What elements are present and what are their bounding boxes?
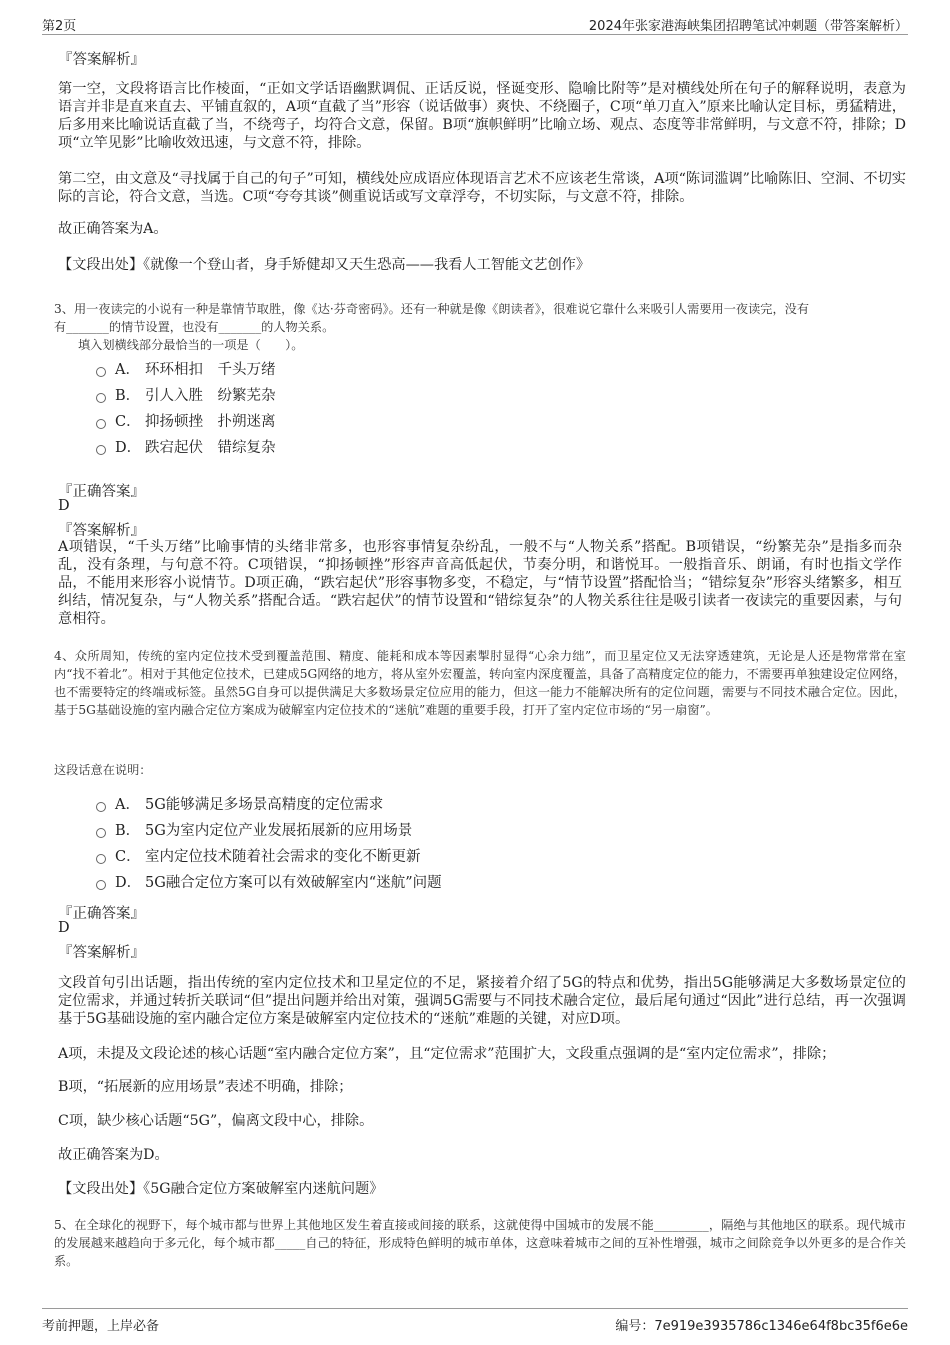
q3-explanation-label: 『答案解析』: [58, 523, 145, 539]
page-footer: [42, 1308, 908, 1339]
q2-conclusion: 故正确答案为A。: [58, 221, 168, 237]
option-letter: B．: [115, 823, 141, 839]
option-letter: C．: [115, 414, 141, 430]
q4-answer-label: 『正确答案』: [58, 906, 145, 922]
option-letter: D．: [115, 875, 142, 891]
q2-explanation-para2: 第二空，由文意及“寻找属于自己的句子”可知，横线处应成语应体现语言艺术不应该老生常谈，A项“陈词滥调”比喻陈旧、空洞、不切实际的言论，符合文意，当选。C项“夸夸其谈”侧重说话或写文章浮夸，不切实际，与文意不符，排除。: [58, 171, 906, 205]
document-title: 2024年张家港海峡集团招聘笔试冲刺题（带答案解析）: [588, 19, 908, 34]
option-text: 室内定位技术随着社会需求的变化不断更新: [145, 849, 421, 865]
radio-icon[interactable]: [96, 854, 106, 864]
q4-explanation-para2: A项，未提及文段论述的核心话题“室内融合定位方案”，且“定位需求”范围扩大，文段重点强调的是“室内定位需求”，排除；: [58, 1046, 836, 1062]
code-value: 7e919e3935786c1346e64f8bc35f6e6e: [654, 1319, 908, 1334]
radio-icon[interactable]: [96, 393, 106, 403]
q3-option-c[interactable]: [96, 413, 276, 431]
page-header: [42, 14, 908, 35]
radio-icon[interactable]: [96, 802, 106, 812]
radio-icon[interactable]: [96, 367, 106, 377]
option-text: 5G融合定位方案可以有效破解室内“迷航”问题: [145, 875, 442, 891]
option-text: 5G为室内定位产业发展拓展新的应用场景: [145, 823, 413, 839]
document-code: [615, 1315, 908, 1334]
q4-option-a[interactable]: [96, 796, 383, 814]
option-text: 环环相扣 千头万绪: [145, 362, 276, 378]
q3-answer-label: 『正确答案』: [58, 484, 145, 500]
option-letter: D．: [115, 440, 142, 456]
footer-slogan: 考前押题，上岸必备: [42, 1319, 160, 1334]
option-text: 引人入胜 纷繁芜杂: [145, 388, 276, 404]
q2-explanation-label: 『答案解析』: [58, 52, 145, 68]
q3-option-b[interactable]: [96, 387, 276, 405]
option-letter: B．: [115, 388, 141, 404]
option-letter: A．: [115, 362, 140, 378]
q5-stem: 5、在全球化的视野下，每个城市都与世界上其他地区发生着直接或间接的联系，这就使得中国城市的发展不能_________，隔绝与其他地区的联系。现代城市的发展越来越趋向于多元化，每个城市都_____自己的特征，形成特色鲜明的城市单体，这意味着城市之间的互补性增强，城市之间除竞争以外更多的是合作关系。: [54, 1218, 906, 1268]
option-text: 跌宕起伏 错综复杂: [145, 440, 276, 456]
q2-source: 【文段出处】《就像一个登山者，身手矫健却又天生恐高——我看人工智能文艺创作》: [58, 257, 591, 273]
q3-stem-line2: 有_______的情节设置，也没有_______的人物关系。: [54, 320, 335, 334]
code-label: 编号：: [615, 1319, 655, 1334]
q3-stem: [54, 300, 906, 354]
q3-option-d[interactable]: [96, 439, 276, 457]
option-letter: A．: [115, 797, 140, 813]
q3-answer: D: [58, 498, 70, 514]
q4-explanation-para1: 文段首句引出话题，指出传统的室内定位技术和卫星定位的不足，紧接着介绍了5G的特点和优势，指出5G能够满足大多数场景定位的定位需求，并通过转折关联词“但”提出问题并给出对策，强调5G需要与不同技术融合定位，最后尾句通过“因此”进行总结，再一次强调基于5G基础设施的室内融合定位方案是破解室内定位技术的“迷航”难题的关键，对应D项。: [58, 975, 906, 1027]
page-number: 第2页: [42, 19, 77, 34]
q4-explanation-label: 『答案解析』: [58, 945, 145, 961]
option-text: 抑扬顿挫 扑朔迷离: [145, 414, 276, 430]
q3-prompt: 填入划横线部分最恰当的一项是（ ）。: [78, 338, 304, 352]
q4-conclusion: 故正确答案为D。: [58, 1147, 169, 1163]
q3-stem-line1: 3、用一夜读完的小说有一种是靠情节取胜，像《达·芬奇密码》。还有一种就是像《朗读者》，很难说它靠什么来吸引人需要用一夜读完，没有: [54, 302, 810, 316]
option-text: 5G能够满足多场景高精度的定位需求: [145, 797, 384, 813]
q4-source: 【文段出处】《5G融合定位方案破解室内迷航问题》: [58, 1181, 384, 1197]
radio-icon[interactable]: [96, 880, 106, 890]
q4-explanation-para4: C项，缺少核心话题“5G”，偏离文段中心，排除。: [58, 1113, 374, 1129]
q4-option-d[interactable]: [96, 874, 442, 892]
q4-prompt: 这段话意在说明：: [54, 763, 152, 777]
q3-option-a[interactable]: [96, 361, 276, 379]
q2-explanation-para1: 第一空，文段将语言比作棱面，“正如文学话语幽默调侃、正话反说，怪诞变形、隐喻比附等”是对横线处所在句子的解释说明，表意为语言并非是直来直去、平铺直叙的，A项“直截了当”形容（说话做事）爽快、不绕圈子，C项“单刀直入”原来比喻认定目标，勇猛精进，后多用来比喻说话直截了当，不绕弯子，均符合文意，保留。B项“旗帜鲜明”比喻立场、观点、态度等非常鲜明，与文意不符，排除；D项“立竿见影”比喻收效迅速，与文意不符，排除。: [58, 81, 906, 151]
q4-explanation-para3: B项，“拓展新的应用场景”表述不明确，排除；: [58, 1079, 353, 1095]
q4-option-b[interactable]: [96, 822, 412, 840]
radio-icon[interactable]: [96, 419, 106, 429]
option-letter: C．: [115, 849, 141, 865]
q3-explanation: A项错误，“千头万绪”比喻事情的头绪非常多，也形容事情复杂纷乱，一般不与“人物关系”搭配。B项错误，“纷繁芜杂”是指多而杂乱，没有条理，与句意不符。C项错误，“抑扬顿挫”形容声音高低起伏，节奏分明，和谐悦耳。一般指音乐、朗诵，有时也指文学作品，不能用来形容小说情节。D项正确，“跌宕起伏”形容事物多变，不稳定，与“情节设置”搭配恰当；“错综复杂”形容头绪繁多，相互纠结，情况复杂，与“人物关系”搭配合适。“跌宕起伏”的情节设置和“错综复杂”的人物关系往往是吸引读者一夜读完的重要因素，与句意相符。: [58, 539, 902, 627]
q4-answer: D: [58, 920, 70, 936]
q4-stem: 4、众所周知，传统的室内定位技术受到覆盖范围、精度、能耗和成本等因素掣肘显得“心余力绌”，而卫星定位又无法穿透建筑，无论是人还是物常常在室内“找不着北”。相对于其他定位技术，已建成5G网络的地方，将从室外宏覆盖，转向室内深度覆盖，具备了高精度定位的能力，不需要再单独建设定位网络，也不需要特定的终端或标签。虽然5G自身可以提供满足大多数场景定位应用的能力，但这一能力不能解决所有的定位问题，需要与不同技术融合定位。因此，基于5G基础设施的室内融合定位方案成为破解室内定位技术的“迷航”难题的重要手段，打开了室内定位市场的“另一扇窗”。: [54, 649, 906, 717]
q4-option-c[interactable]: [96, 848, 421, 866]
radio-icon[interactable]: [96, 828, 106, 838]
radio-icon[interactable]: [96, 445, 106, 455]
